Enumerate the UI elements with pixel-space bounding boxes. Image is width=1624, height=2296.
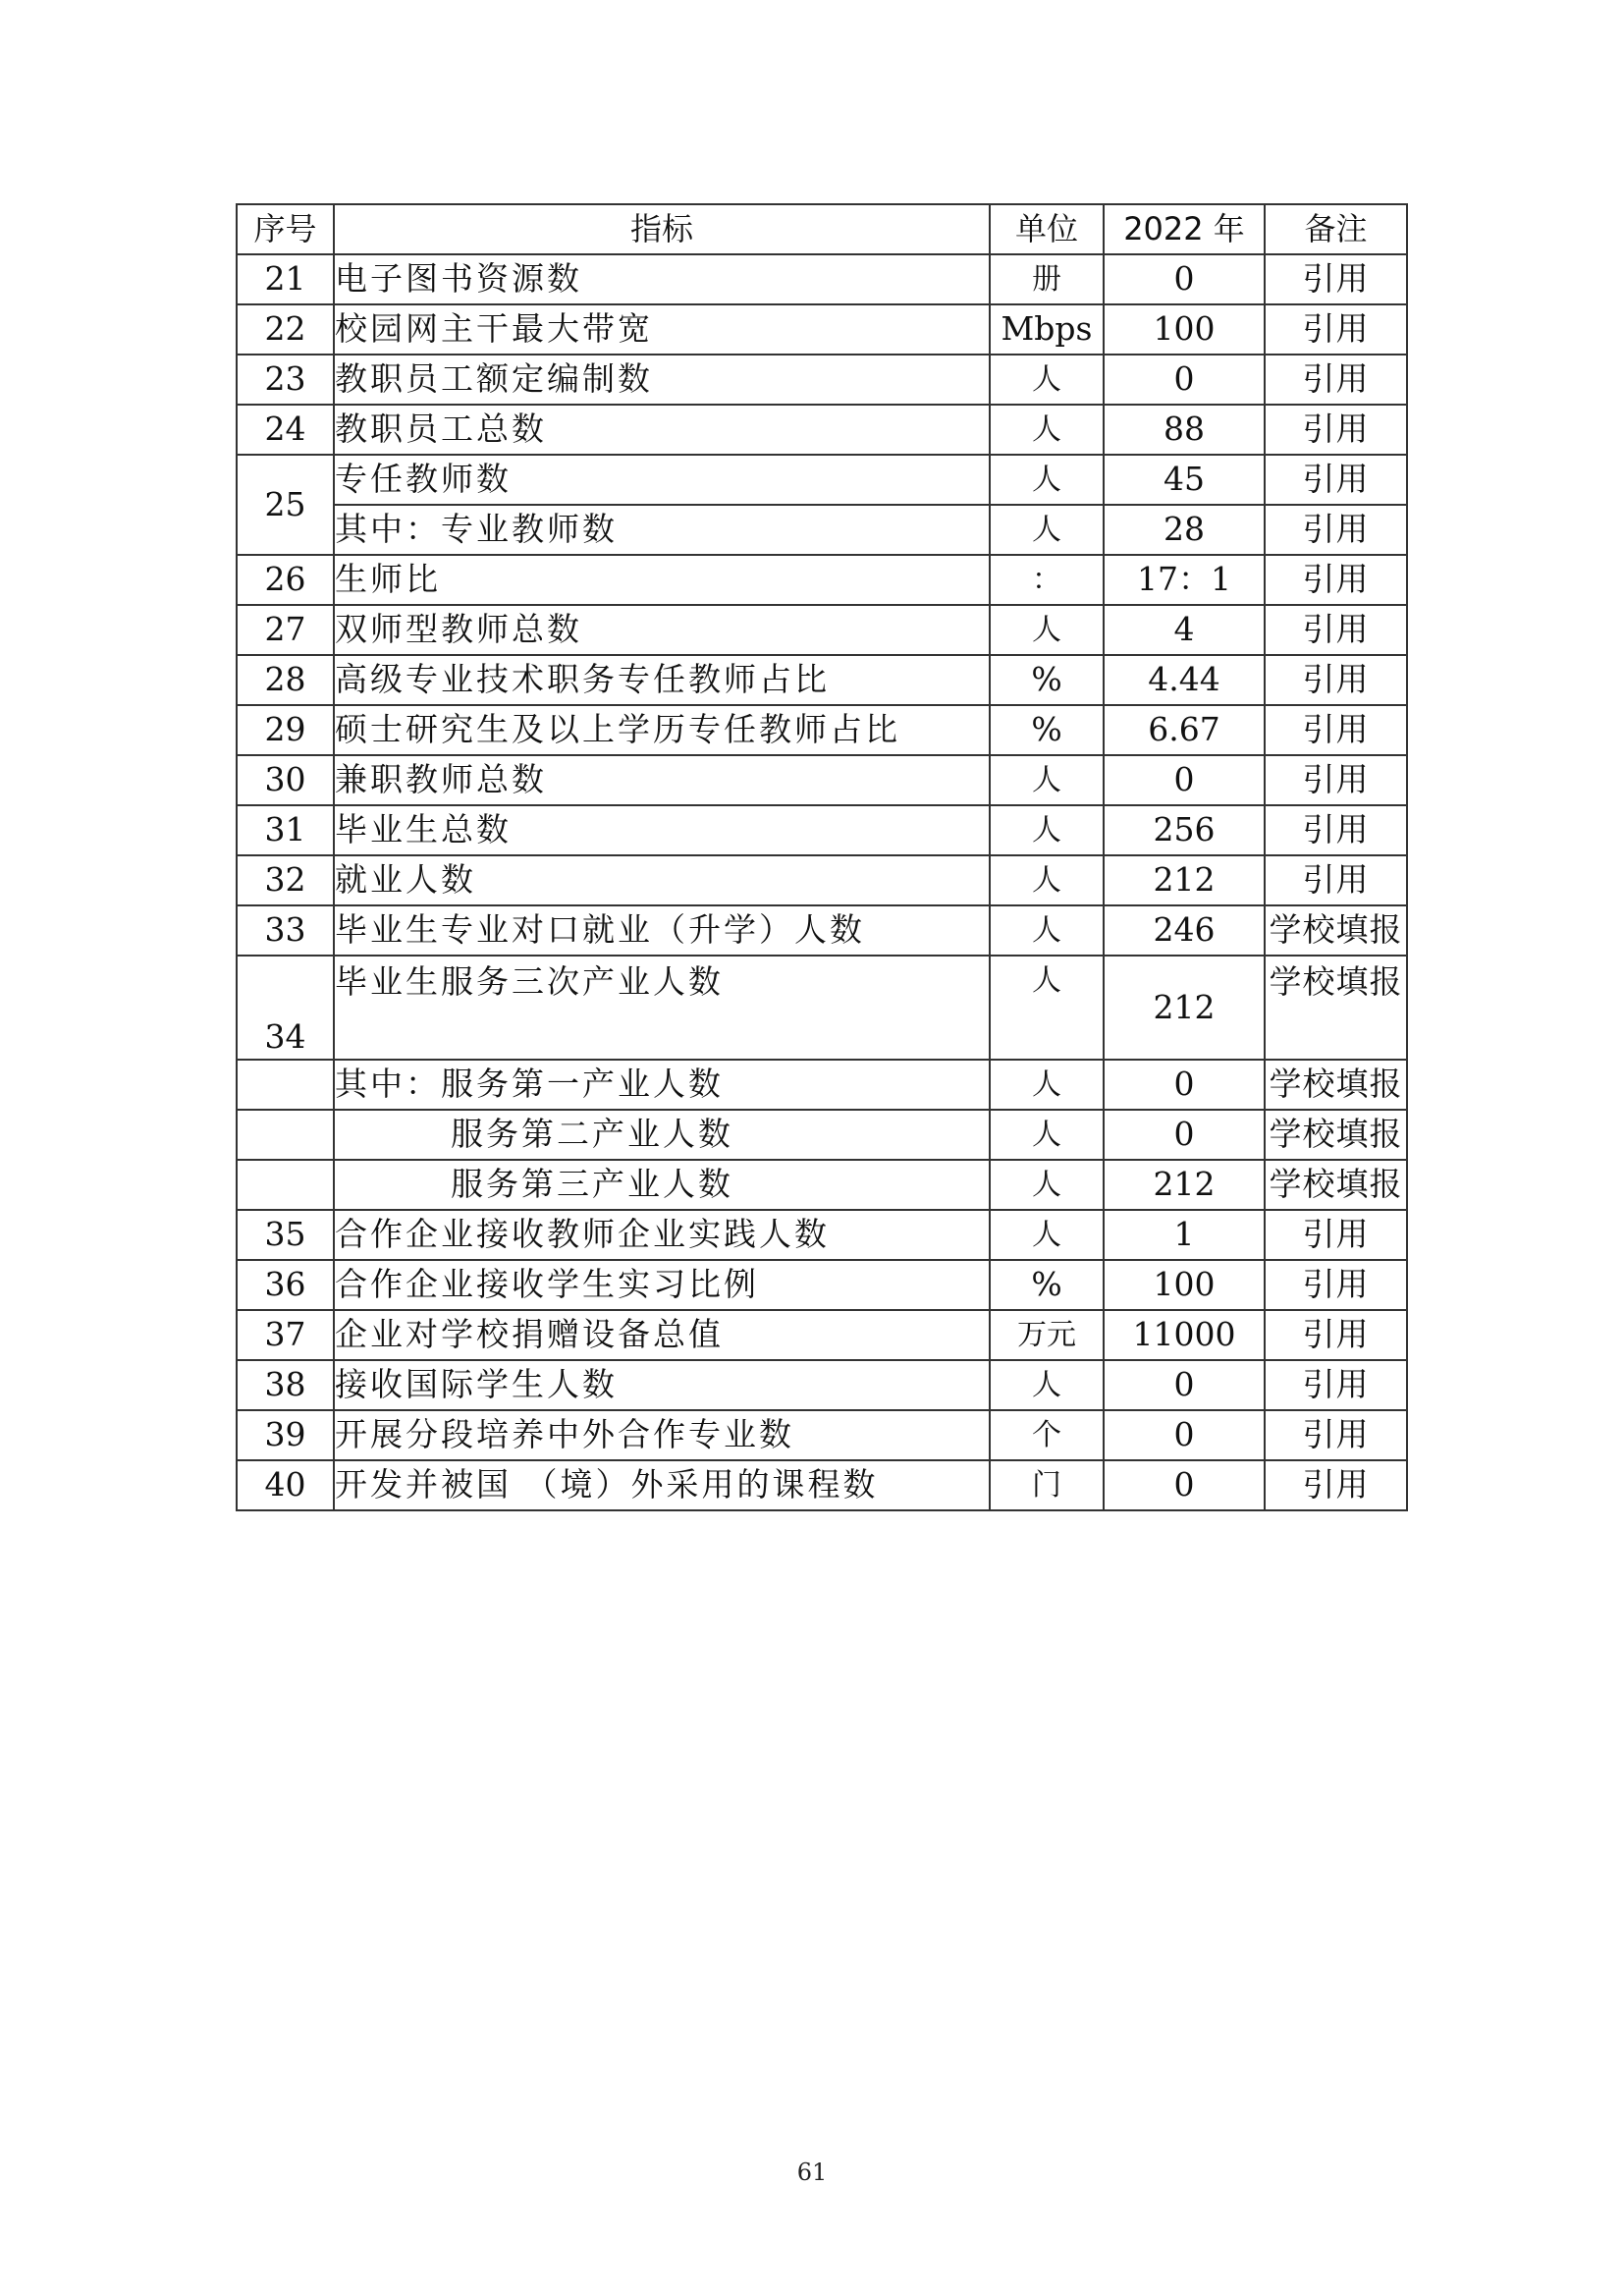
indicator-name: 高级专业技术职务专任教师占比 — [334, 655, 990, 705]
value-cell: 0 — [1104, 1110, 1265, 1160]
table-row — [237, 1460, 1407, 1510]
indicator-name: 开展分段培养中外合作专业数 — [334, 1410, 990, 1460]
unit-cell: 万元 — [990, 1310, 1104, 1360]
indicator-name: 教职员工额定编制数 — [334, 355, 990, 405]
unit-cell: 人 — [990, 505, 1104, 555]
unit-cell: 人 — [990, 405, 1104, 455]
row-number: 24 — [237, 405, 334, 455]
indicator-name: 电子图书资源数 — [334, 254, 990, 304]
table-row — [237, 1060, 1407, 1110]
row-number: 38 — [237, 1360, 334, 1410]
table-row — [237, 905, 1407, 956]
row-number: 26 — [237, 555, 334, 605]
unit-cell: % — [990, 655, 1104, 705]
note-cell: 引用 — [1265, 1460, 1407, 1510]
unit-cell: 人 — [990, 755, 1104, 805]
value-cell: 212 — [1104, 956, 1265, 1060]
value-cell: 100 — [1104, 304, 1265, 355]
value-cell: 0 — [1104, 355, 1265, 405]
indicator-name: 接收国际学生人数 — [334, 1360, 990, 1410]
table-row — [237, 755, 1407, 805]
unit-cell: 人 — [990, 1160, 1104, 1210]
row-number: 37 — [237, 1310, 334, 1360]
value-cell: 0 — [1104, 254, 1265, 304]
row-number — [237, 1160, 334, 1210]
value-cell: 1 — [1104, 1210, 1265, 1260]
row-number: 21 — [237, 254, 334, 304]
note-cell: 学校填报 — [1265, 1060, 1407, 1110]
row-number — [237, 1060, 334, 1110]
table-row — [237, 605, 1407, 655]
indicator-name: 硕士研究生及以上学历专任教师占比 — [334, 705, 990, 755]
note-cell: 引用 — [1265, 655, 1407, 705]
row-number: 23 — [237, 355, 334, 405]
note-cell: 引用 — [1265, 254, 1407, 304]
row-number — [237, 1110, 334, 1160]
header-note: 备注 — [1265, 204, 1407, 254]
table-header-row — [237, 204, 1407, 254]
table-row — [237, 405, 1407, 455]
note-cell: 引用 — [1265, 304, 1407, 355]
header-indicator: 指标 — [334, 204, 990, 254]
table-row — [237, 1260, 1407, 1310]
value-cell: 0 — [1104, 1410, 1265, 1460]
row-number: 36 — [237, 1260, 334, 1310]
indicator-name: 开发并被国 （境）外采用的课程数 — [334, 1460, 990, 1510]
table-row — [237, 254, 1407, 304]
value-cell: 0 — [1104, 1460, 1265, 1510]
note-cell: 学校填报 — [1265, 905, 1407, 956]
row-number: 32 — [237, 855, 334, 905]
value-cell: 6.67 — [1104, 705, 1265, 755]
unit-cell: 人 — [990, 956, 1104, 1060]
indicator-name: 就业人数 — [334, 855, 990, 905]
header-no: 序号 — [237, 204, 334, 254]
table-row — [237, 355, 1407, 405]
note-cell: 引用 — [1265, 1210, 1407, 1260]
indicator-name: 兼职教师总数 — [334, 755, 990, 805]
indicator-name: 合作企业接收学生实习比例 — [334, 1260, 990, 1310]
note-cell: 引用 — [1265, 1360, 1407, 1410]
unit-cell: 人 — [990, 355, 1104, 405]
note-cell: 学校填报 — [1265, 1160, 1407, 1210]
note-cell: 引用 — [1265, 705, 1407, 755]
metrics-table — [236, 203, 1408, 1511]
value-cell: 100 — [1104, 1260, 1265, 1310]
unit-cell: 人 — [990, 455, 1104, 505]
note-cell: 引用 — [1265, 605, 1407, 655]
note-cell: 引用 — [1265, 1260, 1407, 1310]
value-cell: 88 — [1104, 405, 1265, 455]
unit-cell: 人 — [990, 855, 1104, 905]
value-cell: 28 — [1104, 505, 1265, 555]
row-number: 29 — [237, 705, 334, 755]
value-cell: 0 — [1104, 755, 1265, 805]
note-cell: 引用 — [1265, 805, 1407, 855]
value-cell: 17：1 — [1104, 555, 1265, 605]
table-row — [237, 455, 1407, 505]
value-cell: 0 — [1104, 1060, 1265, 1110]
note-cell: 引用 — [1265, 755, 1407, 805]
page-number: 61 — [796, 2159, 828, 2186]
indicator-name: 其中：服务第一产业人数 — [334, 1060, 990, 1110]
indicator-name: 校园网主干最大带宽 — [334, 304, 990, 355]
indicator-name: 毕业生总数 — [334, 805, 990, 855]
indicator-name: 服务第二产业人数 — [334, 1110, 990, 1160]
row-number: 34 — [237, 956, 334, 1060]
value-cell: 4 — [1104, 605, 1265, 655]
indicator-name: 合作企业接收教师企业实践人数 — [334, 1210, 990, 1260]
unit-cell: 人 — [990, 1060, 1104, 1110]
table-row — [237, 855, 1407, 905]
row-number: 22 — [237, 304, 334, 355]
note-cell: 学校填报 — [1265, 1110, 1407, 1160]
note-cell: 引用 — [1265, 355, 1407, 405]
value-cell: 212 — [1104, 855, 1265, 905]
unit-cell: 人 — [990, 605, 1104, 655]
unit-cell: 册 — [990, 254, 1104, 304]
note-cell: 引用 — [1265, 505, 1407, 555]
table-row — [237, 1310, 1407, 1360]
note-cell: 引用 — [1265, 1310, 1407, 1360]
unit-cell: ： — [990, 555, 1104, 605]
unit-cell: 人 — [990, 1360, 1104, 1410]
note-cell: 引用 — [1265, 455, 1407, 505]
indicator-name: 其中：专业教师数 — [334, 505, 990, 555]
row-number: 33 — [237, 905, 334, 956]
value-cell: 4.44 — [1104, 655, 1265, 705]
indicator-name: 专任教师数 — [334, 455, 990, 505]
unit-cell: Mbps — [990, 304, 1104, 355]
table-row — [237, 304, 1407, 355]
indicator-name: 毕业生服务三次产业人数 — [334, 956, 990, 1060]
indicator-name: 生师比 — [334, 555, 990, 605]
unit-cell: 人 — [990, 905, 1104, 956]
unit-cell: 人 — [990, 805, 1104, 855]
table-row — [237, 1160, 1407, 1210]
indicator-name: 毕业生专业对口就业（升学）人数 — [334, 905, 990, 956]
row-number: 39 — [237, 1410, 334, 1460]
table-row — [237, 655, 1407, 705]
table-row — [237, 705, 1407, 755]
indicator-name: 企业对学校捐赠设备总值 — [334, 1310, 990, 1360]
table-row — [237, 805, 1407, 855]
table-row — [237, 555, 1407, 605]
row-number: 30 — [237, 755, 334, 805]
header-unit: 单位 — [990, 204, 1104, 254]
unit-cell: % — [990, 1260, 1104, 1310]
note-cell: 引用 — [1265, 1410, 1407, 1460]
header-year: 2022 年 — [1104, 204, 1265, 254]
unit-cell: 门 — [990, 1460, 1104, 1510]
unit-cell: 人 — [990, 1110, 1104, 1160]
value-cell: 212 — [1104, 1160, 1265, 1210]
row-number: 31 — [237, 805, 334, 855]
value-cell: 256 — [1104, 805, 1265, 855]
indicator-name: 双师型教师总数 — [334, 605, 990, 655]
row-number: 28 — [237, 655, 334, 705]
value-cell: 246 — [1104, 905, 1265, 956]
unit-cell: 个 — [990, 1410, 1104, 1460]
row-number: 40 — [237, 1460, 334, 1510]
unit-cell: % — [990, 705, 1104, 755]
indicator-name: 教职员工总数 — [334, 405, 990, 455]
unit-cell: 人 — [990, 1210, 1104, 1260]
table-row — [237, 505, 1407, 555]
note-cell: 学校填报 — [1265, 956, 1407, 1060]
table-row — [237, 1360, 1407, 1410]
table-row — [237, 1110, 1407, 1160]
table-row — [237, 1410, 1407, 1460]
value-cell: 45 — [1104, 455, 1265, 505]
row-number: 35 — [237, 1210, 334, 1260]
note-cell: 引用 — [1265, 855, 1407, 905]
table-row — [237, 956, 1407, 1060]
table-row — [237, 1210, 1407, 1260]
indicator-name: 服务第三产业人数 — [334, 1160, 990, 1210]
value-cell: 0 — [1104, 1360, 1265, 1410]
note-cell: 引用 — [1265, 555, 1407, 605]
row-number: 25 — [237, 455, 334, 555]
value-cell: 11000 — [1104, 1310, 1265, 1360]
note-cell: 引用 — [1265, 405, 1407, 455]
row-number: 27 — [237, 605, 334, 655]
